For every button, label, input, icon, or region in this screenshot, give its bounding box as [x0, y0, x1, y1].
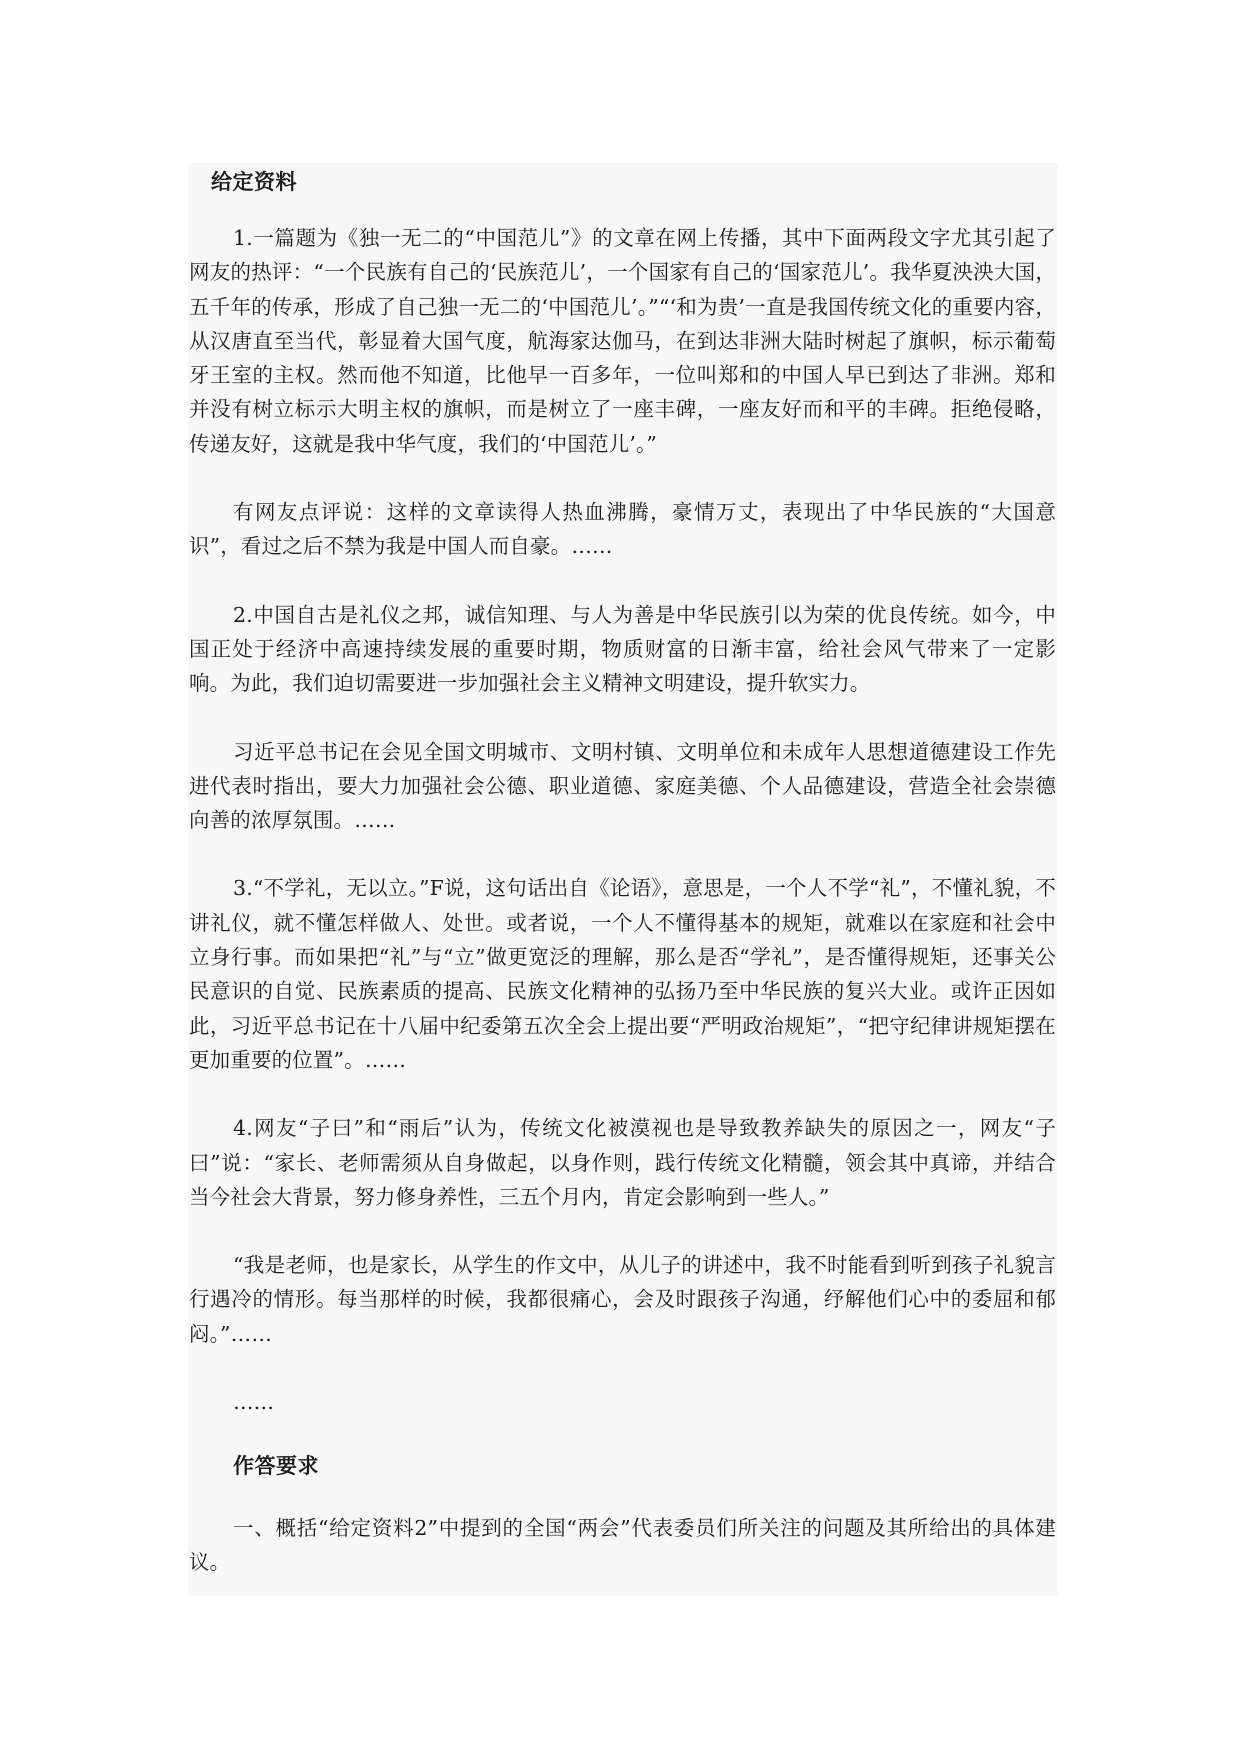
- paragraph-gap: [189, 461, 1056, 495]
- paragraph-gap: [189, 1214, 1056, 1248]
- paragraph-4: 习近平总书记在会见全国文明城市、文明村镇、文明单位和未成年人思想道德建设工作先进代表时指出，要大力加强社会公德、职业道德、家庭美德、个人品德建设，营造全社会崇德向善的浓厚氛围。……: [189, 739, 1056, 833]
- paragraph-2: 有网友点评说：这样的文章读得人热血沸腾，豪情万丈，表现出了中华民族的“大国意识”，看过之后不禁为我是中国人而自豪。……: [189, 500, 1056, 559]
- paragraph-gap: [189, 1419, 1056, 1449]
- paragraph-1: 1.一篇题为《独一无二的“中国范儿”》的文章在网上传播，其中下面两段文字尤其引起了网友的热评：“一个民族有自己的‘民族范儿’，一个国家有自己的‘国家范儿’。我华夏泱泱大国，五千年的传承，形成了自己独一无二的‘中国范儿’。”“‘和为贵’一直是我国传统文化的重要内容，从汉唐直至当代，彰显着大国气度，航海家达伽马，在到达非洲大陆时树起了旗帜，标示葡萄牙王室的主权。然而他不知道，比他早一百多年，一位叫郑和的中国人早已到达了非洲。郑和并没有树立标示大明主权的旗帜，而是树立了一座丰碑，一座友好而和平的丰碑。拒绝侵略，传递友好，这就是我中华气度，我们的‘中国范儿’。”: [189, 226, 1056, 456]
- paragraph-7: “我是老师，也是家长，从学生的作文中，从儿子的讲述中，我不时能看到听到孩子礼貌言行遇冷的情形。每当那样的时候，我都很痛心，会及时跟孩子沟通，纾解他们心中的委屈和郁闷。”……: [189, 1253, 1056, 1346]
- question-1: 一、概括“给定资料2”中提到的全国“两会”代表委员们所关注的问题及其所给出的具体建议。: [189, 1516, 1056, 1575]
- paragraph-gap: [189, 701, 1056, 735]
- paragraph-gap: [189, 564, 1056, 598]
- ellipsis-line: ……: [233, 1390, 274, 1415]
- answer-heading: 作答要求: [233, 1453, 319, 1479]
- paragraph-gap: [189, 1077, 1056, 1111]
- paragraph-3: 2.中国自古是礼仪之邦，诚信知理、与人为善是中华民族引以为荣的优良传统。如今，中国正处于经济中高速持续发展的重要时期，物质财富的日渐丰富，给社会风气带来了一定影响。为此，我们迫切需要进一步加强社会主义精神文明建设，提升软实力。: [189, 602, 1056, 696]
- paragraph-5: 3.“不学礼，无以立。”F说，这句话出自《论语》，意思是，一个人不学“礼”，不懂礼貌，不讲礼仪，就不懂怎样做人、处世。或者说，一个人不懂得基本的规矩，就难以在家庭和社会中立身行事。而如果把“礼”与“立”做更宽泛的理解，那么是否“学礼”，是否懂得规矩，还事关公民意识的自觉、民族素质的提高、民族文化精神的弘扬乃至中华民族的复兴大业。或许正因如此，习近平总书记在十八届中纪委第五次全会上提出要“严明政治规矩”，“把守纪律讲规矩摆在更加重要的位置”。……: [189, 876, 1056, 1072]
- paragraph-6: 4.网友“子曰”和“雨后”认为，传统文化被漠视也是导致教养缺失的原因之一，网友“子曰”说：“家长、老师需须从自身做起，以身作则，践行传统文化精髓，领会其中真谛，并结合当今社会大背景，努力修身养性，三五个月内，肯定会影响到一些人。”: [189, 1116, 1056, 1209]
- paragraph-gap: [189, 1351, 1056, 1385]
- paragraph-gap: [189, 837, 1056, 871]
- material-heading: 给定资料: [211, 169, 297, 194]
- document-page: [188, 163, 1058, 1596]
- document-content: [188, 163, 1058, 1580]
